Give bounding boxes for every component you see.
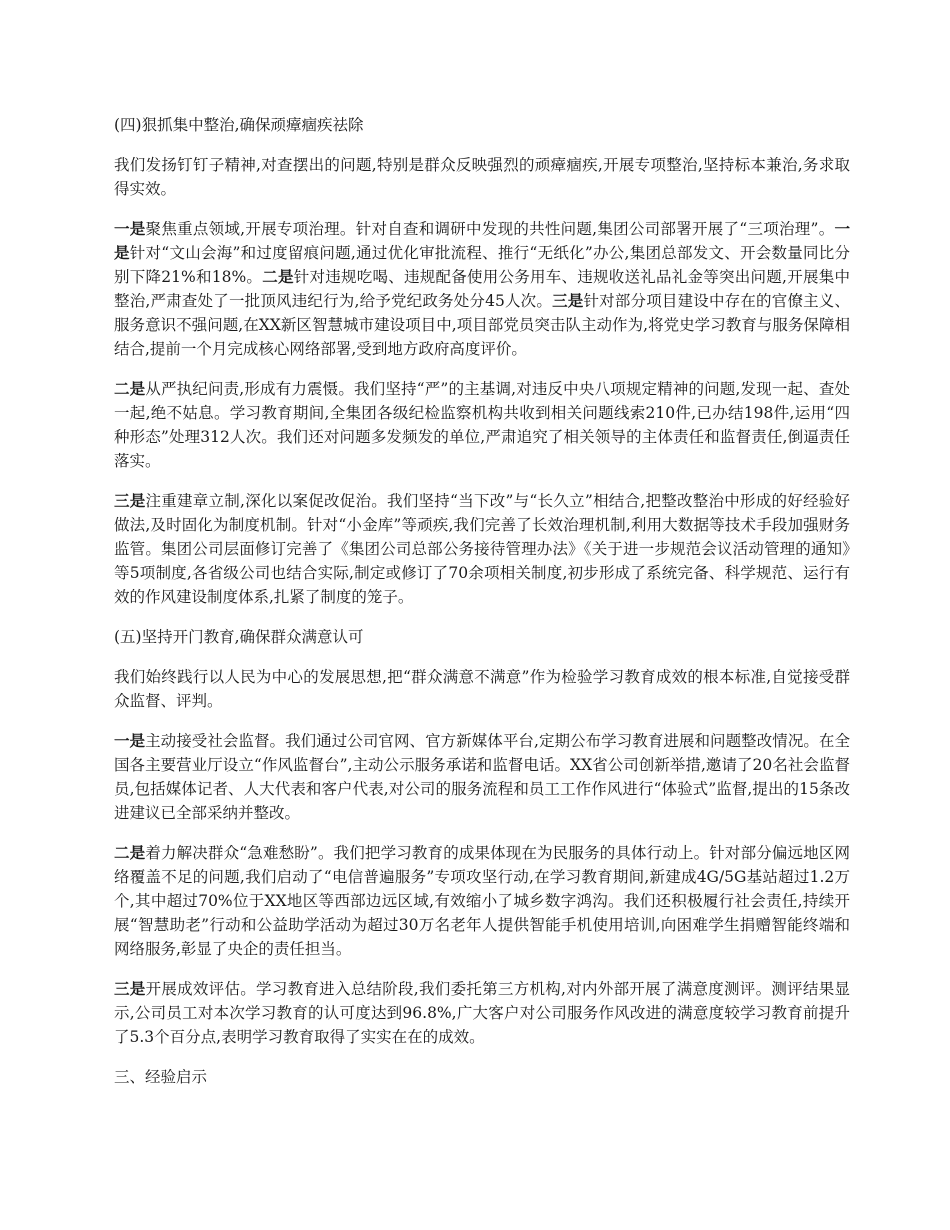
item-lead: 三是 xyxy=(552,291,584,310)
document-page xyxy=(114,113,850,1105)
item-lead: 一是 xyxy=(114,731,146,750)
item-lead: 三是 xyxy=(114,491,146,510)
item-text: 针对“文山会海”和过度留痕问题,通过优化审批流程、推行“无纸化”办公,集团总部发文、开会数量同比分别下降21%和18%。 xyxy=(114,244,850,286)
section-4-heading: (四)狠抓集中整治,确保顽瘴痼疾祛除 xyxy=(114,116,364,134)
item-text: 开展成效评估。学习教育进入总结阶段,我们委托第三方机构,对内外部开展了满意度测评。测评结果显示,公司员工对本次学习教育的认可度达到96.8%,广大客户对公司服务作风改进的满意度较学习教育前提升了5.3个百分点,表明学习教育取得了实实在在的成效。 xyxy=(114,980,850,1046)
section-5-item-2 xyxy=(114,841,850,961)
item-text: 主动接受社会监督。我们通过公司官网、官方新媒体平台,定期公布学习教育进展和问题整改情况。在全国各主要营业厅设立“作风监督台”,主动公示服务承诺和监督电话。XX省公司创新举措,邀请了20名社会监督员,包括媒体记者、人大代表和客户代表,对公司的服务流程和员工工作作风进行“体验式”监督,提出的15条改进建议已全部采纳并整改。 xyxy=(114,732,850,822)
item-lead: 一是 xyxy=(114,219,850,262)
item-lead: 一是 xyxy=(114,219,146,238)
item-lead: 二是 xyxy=(262,267,294,286)
section-5-item-1 xyxy=(114,729,850,825)
section-4-intro: 我们发扬钉钉子精神,对查摆出的问题,特别是群众反映强烈的顽瘴痼疾,开展专项整治,坚持标本兼治,务求取得实效。 xyxy=(114,156,850,198)
item-text: 着力解决群众“急难愁盼”。我们把学习教育的成果体现在为民服务的具体行动上。针对部分偏远地区网络覆盖不足的问题,我们启动了“电信普遍服务”专项攻坚行动,在学习教育期间,新建成4G/5G基站超过1.2万个,其中超过70%位于XX地区等西部边远区域,有效缩小了城乡数字鸿沟。我们还积极履行社会责任,持续开展“智慧助老”行动和公益助学活动为超过30万名老年人提供智能手机使用培训,向困难学生捐赠智能终端和网络服务,彰显了央企的责任担当。 xyxy=(114,844,850,958)
item-text: 针对部分项目建设中存在的官僚主义、服务意识不强问题,在XX新区智慧城市建设项目中,项目部党员突击队主动作为,将党史学习教育与服务保障相结合,提前一个月完成核心网络部署,受到地方政府高度评价。 xyxy=(114,292,850,358)
item-text: 从严执纪问责,形成有力震慑。我们坚持“严”的主基调,对违反中央八项规定精神的问题,发现一起、查处一起,绝不姑息。学习教育期间,全集团各级纪检监察机构共收到相关问题线索210件,已办结198件,运用“四种形态”处理312人次。我们还对问题多发频发的单位,严肃追究了相关领导的主体责任和监督责任,倒逼责任落实。 xyxy=(114,380,850,470)
item-text: 针对违规吃喝、违规配备使用公务用车、违规收送礼品礼金等突出问题,开展集中整治,严肃查处了一批顶风违纪行为,给予党纪政务处分45人次。 xyxy=(114,268,850,310)
section-5-intro: 我们始终践行以人民为中心的发展思想,把“群众满意不满意”作为检验学习教育成效的根本标准,自觉接受群众监督、评判。 xyxy=(114,668,850,710)
section-5-heading: (五)坚持开门教育,确保群众满意认可 xyxy=(114,628,364,646)
item-lead: 三是 xyxy=(114,979,146,998)
item-text: 注重建章立制,深化以案促改促治。我们坚持“当下改”与“长久立”相结合,把整改整治中形成的好经验好做法,及时固化为制度机制。针对“小金库”等顽疾,我们完善了长效治理机制,利用大数据等技术手段加强财务监管。集团公司层面修订完善了《集团公司总部公务接待管理办法》《关于进一步规范会议活动管理的通知》等5项制度,各省级公司也结合实际,制定或修订了70余项相关制度,初步形成了系统完备、科学规范、运行有效的作风建设制度体系,扎紧了制度的笼子。 xyxy=(114,492,850,606)
item-lead: 二是 xyxy=(114,843,146,862)
section-4-item-2 xyxy=(114,377,850,473)
section-4-item-1 xyxy=(114,217,850,361)
item-lead: 二是 xyxy=(114,379,146,398)
section-3-heading: 三、经验启示 xyxy=(114,1068,208,1086)
item-text: 聚焦重点领域,开展专项治理。针对自查和调研中发现的共性问题,集团公司部署开展了“三项治理”。 xyxy=(145,220,835,238)
section-5-item-3 xyxy=(114,977,850,1049)
section-4-item-3 xyxy=(114,489,850,609)
